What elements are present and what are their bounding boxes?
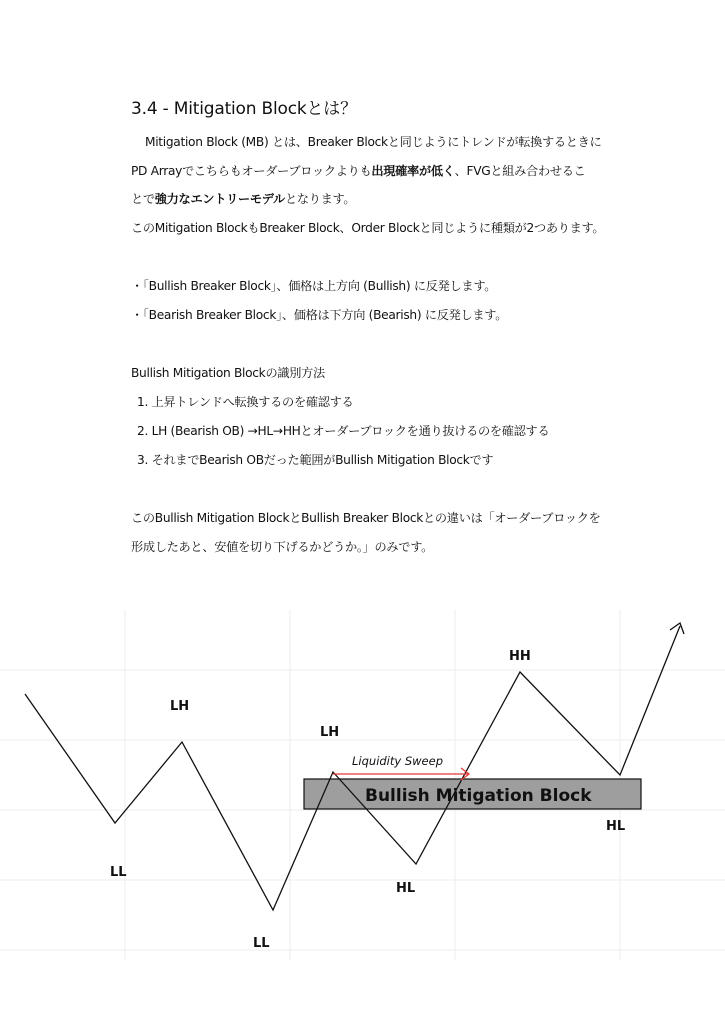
- list-item: 3. それまでBearish OBだった範囲がBullish Mitigation Blockです: [137, 453, 494, 467]
- label-ll-1: LL: [110, 865, 127, 880]
- paragraph-line: [131, 162, 586, 179]
- bold-text: 強力なエントリーモデル: [154, 192, 285, 206]
- label-hl-2: HL: [606, 819, 626, 834]
- liquidity-sweep-label: Liquidity Sweep: [352, 754, 444, 768]
- paragraph-line: 形成したあと、安値を切り下げるかどうか。」のみです。: [131, 540, 433, 554]
- text-run: とで: [131, 192, 155, 206]
- list-item: 1. 上昇トレンドへ転換するのを確認する: [137, 395, 354, 409]
- bullet-item: ・「Bullish Breaker Block」、価格は上方向 (Bullish) に反発します。: [131, 279, 497, 293]
- paragraph-line: このBullish Mitigation BlockとBullish Breaker Blockとの違いは「オーダーブロックを: [131, 511, 601, 525]
- page-title: 3.4 - Mitigation Blockとは？: [131, 99, 357, 119]
- list-item: 2. LH (Bearish OB) →HL→HHとオーダーブロックを通り抜けるのを確認する: [137, 424, 550, 438]
- label-lh-2: LH: [320, 725, 340, 740]
- label-hh: HH: [509, 649, 531, 664]
- paragraph-line: [131, 190, 355, 207]
- text-run: PD Arrayでこちらもオーダーブロックよりも: [131, 164, 372, 178]
- bullet-item: ・「Bearish Breaker Block」、価格は下方向 (Bearish) に反発します。: [131, 308, 508, 322]
- label-lh-1: LH: [170, 699, 190, 714]
- label-ll-2: LL: [253, 936, 270, 951]
- paragraph-line: このMitigation BlockもBreaker Block、Order Blockと同じように種類が2つあります。: [131, 221, 605, 235]
- text-run: 、FVGと組み合わせるこ: [454, 164, 586, 178]
- label-hl-1: HL: [396, 881, 416, 896]
- text-run: となります。: [284, 192, 356, 206]
- price-structure-diagram: [0, 610, 725, 970]
- bold-text: 出現確率が低く: [371, 164, 455, 178]
- paragraph-line: Mitigation Block (MB) とは、Breaker Blockと同じようにトレンドが転換するときに: [145, 135, 602, 149]
- section-heading: Bullish Mitigation Blockの識別方法: [131, 366, 325, 380]
- mitigation-block-label: Bullish Mitigation Block: [365, 786, 592, 806]
